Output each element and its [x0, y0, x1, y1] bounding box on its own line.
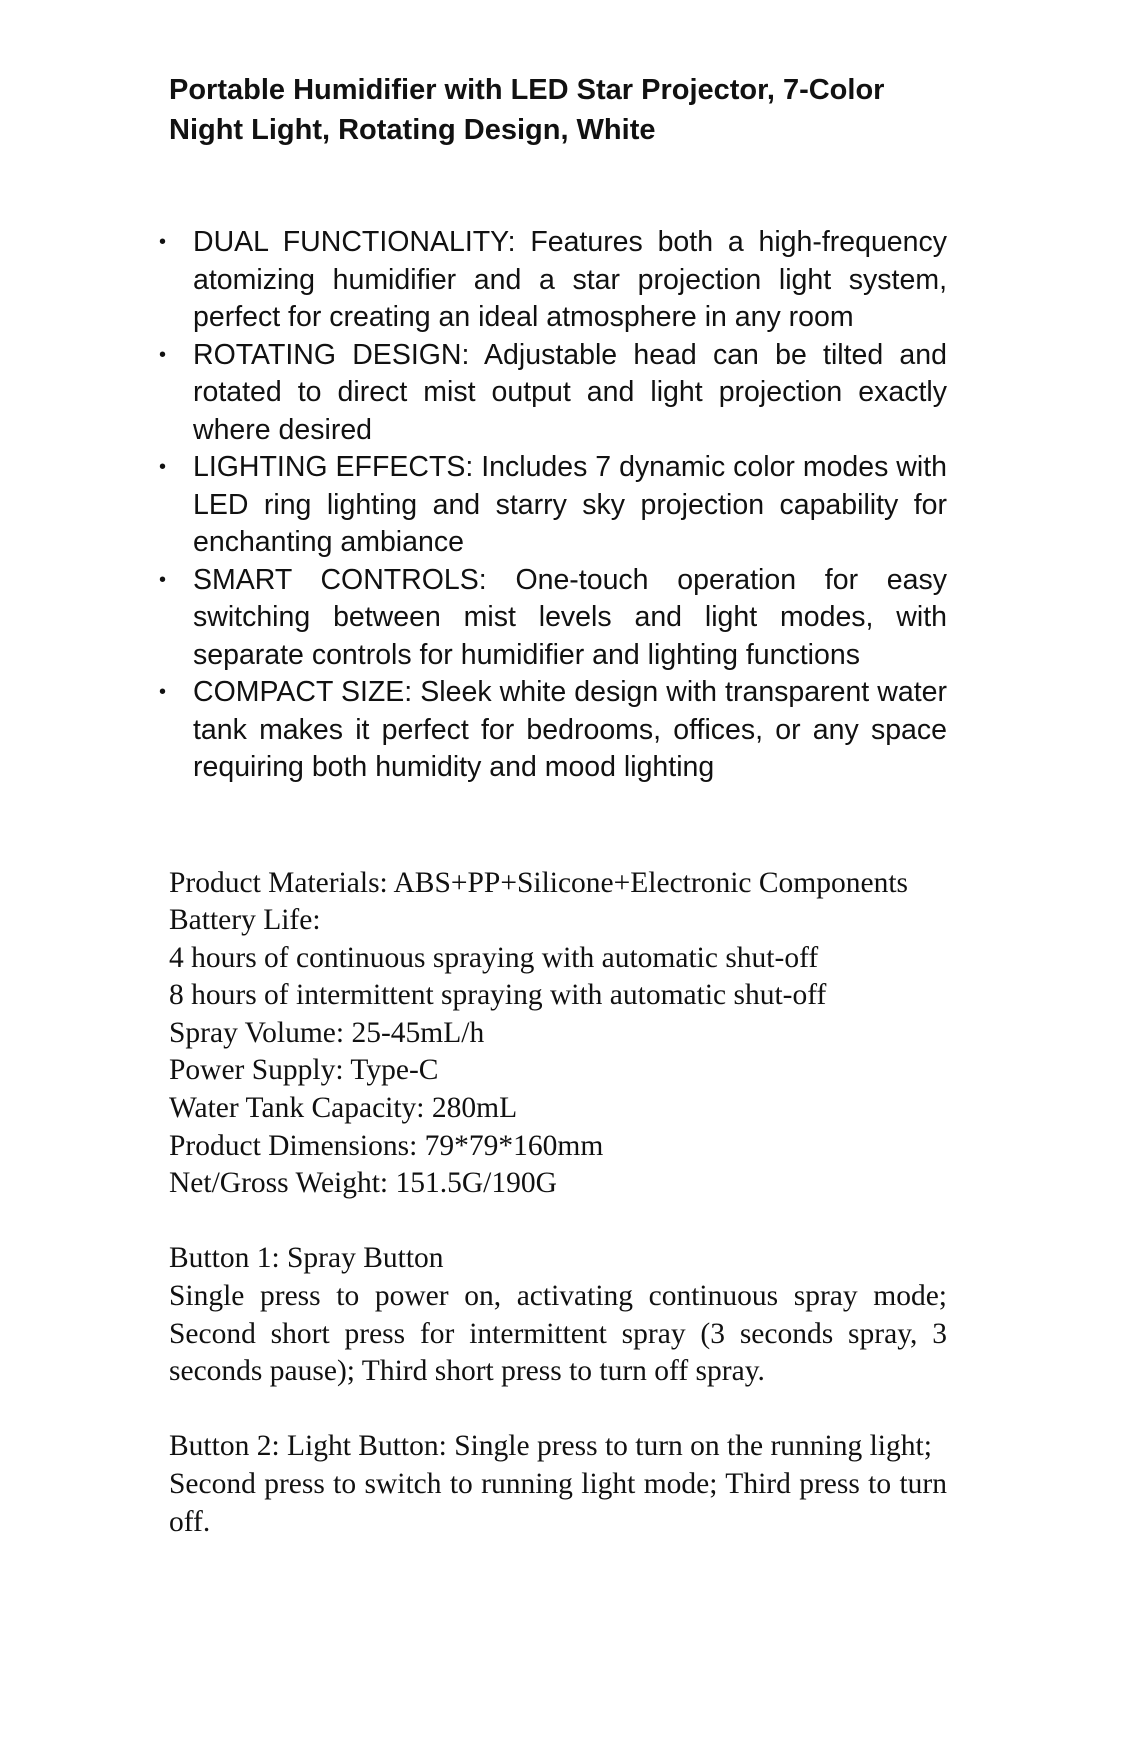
spec-battery-label: Battery Life:	[169, 904, 321, 937]
spec-spray-volume: Spray Volume: 25-45mL/h	[169, 1016, 485, 1049]
bullet-icon: •	[159, 681, 167, 703]
specifications	[169, 865, 947, 1542]
spec-tank-capacity: Water Tank Capacity: 280mL	[169, 1092, 518, 1125]
button1-title: Button 1: Spray Button	[169, 1242, 444, 1275]
bullet-icon: •	[159, 343, 167, 366]
spec-dimensions: Product Dimensions: 79*79*160mm	[169, 1129, 604, 1162]
spec-weight: Net/Gross Weight: 151.5G/190G	[169, 1167, 557, 1200]
feature-text: COMPACT SIZE: Sleek white design with transparent water tank makes it perfect for bedrooms, offices, or any space requiring both humidity and mood lighting	[193, 676, 947, 783]
spec-battery-intermittent: 8 hours of intermittent spraying with automatic shut-off	[169, 979, 827, 1012]
feature-item	[159, 449, 947, 562]
bullet-icon: •	[159, 231, 167, 253]
bullet-icon: •	[159, 456, 167, 478]
feature-item	[159, 337, 947, 450]
product-title: Portable Humidifier with LED Star Projector, 7-Color Night Light, Rotating Design, White	[169, 74, 885, 146]
spacer	[169, 1391, 947, 1429]
product-description	[159, 70, 947, 1541]
feature-item	[159, 674, 947, 787]
spec-battery-continuous: 4 hours of continuous spraying with automatic shut-off	[169, 941, 819, 974]
feature-text: LIGHTING EFFECTS: Includes 7 dynamic color modes with LED ring lighting and starry sky projection capability for enchanting ambiance	[193, 451, 947, 558]
spec-materials: Product Materials: ABS+PP+Silicone+Electronic Components	[169, 866, 909, 899]
bullet-icon: •	[159, 568, 167, 591]
button1-description: Single press to power on, activating continuous spray mode; Second short press for intermittent spray (3 seconds spray, 3 seconds pause); Third short press to turn off spray.	[169, 1280, 947, 1388]
feature-item	[159, 562, 947, 675]
feature-item	[159, 224, 947, 337]
spec-power-supply: Power Supply: Type-C	[169, 1054, 439, 1087]
feature-text: SMART CONTROLS: One-touch operation for easy switching between mist levels and light modes, with separate controls for humidifier and lighting functions	[193, 563, 947, 671]
spacer	[169, 1203, 947, 1241]
feature-list	[159, 224, 947, 787]
feature-text: DUAL FUNCTIONALITY: Features both a high-frequency atomizing humidifier and a star projection light system, perfect for creating an ideal atmosphere in any room	[193, 226, 947, 333]
button2-description: Second press to switch to running light mode; Third press to turn off.	[169, 1468, 947, 1538]
button2-title: Button 2: Light Button: Single press to turn on the running light;	[169, 1430, 932, 1463]
feature-text: ROTATING DESIGN: Adjustable head can be tilted and rotated to direct mist output and light projection exactly where desired	[193, 338, 947, 446]
